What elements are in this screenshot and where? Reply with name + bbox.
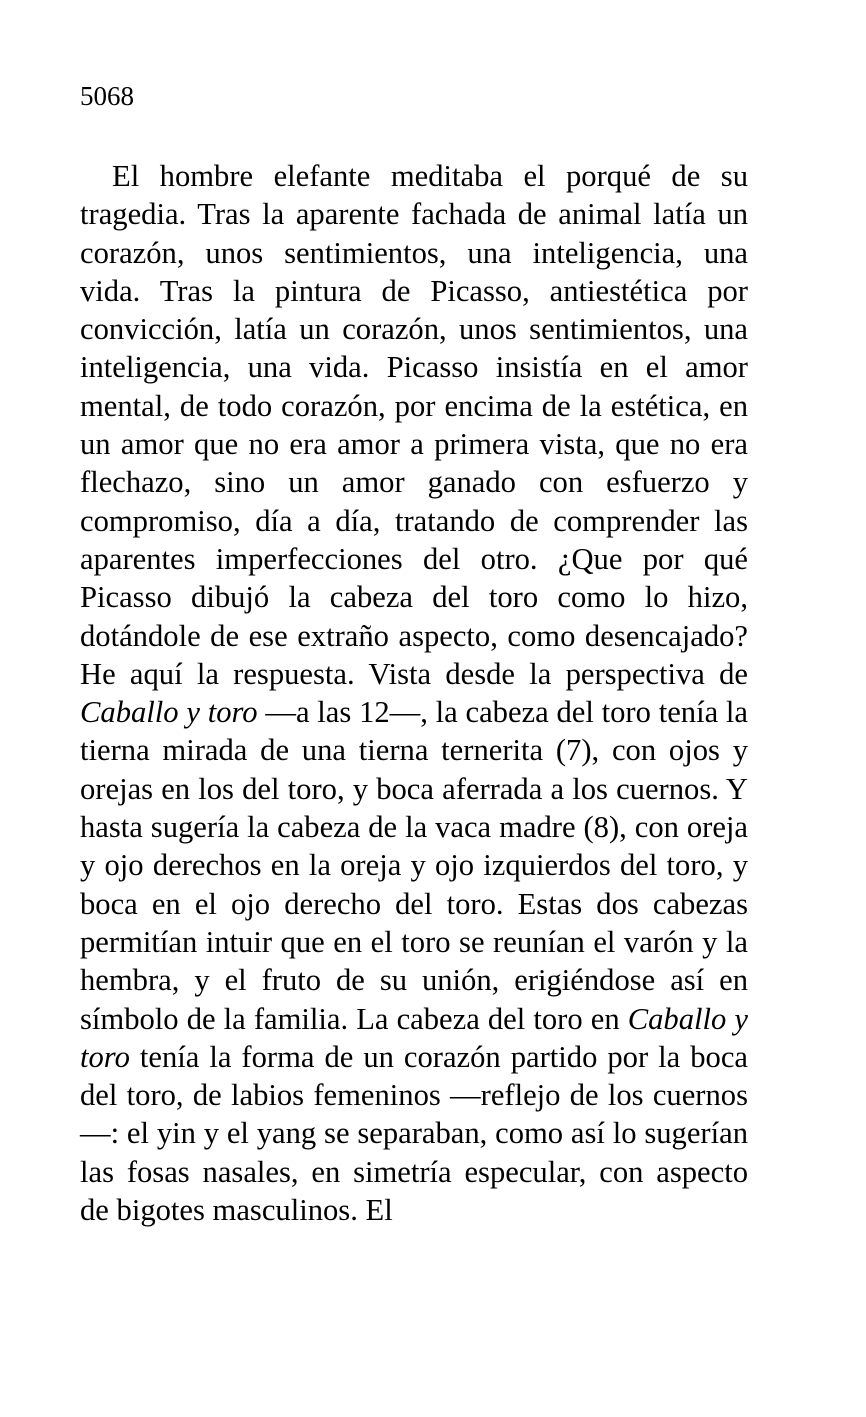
- paragraph-text-part-3: tenía la forma de un corazón partido por la boca del toro, de labios femeninos —reflejo de los cuernos—: el yin y el yang se separaban, como así lo sugerían las fosas nasales, en simetría especular, con aspecto de bigotes masculinos. El: [80, 1039, 748, 1228]
- paragraph-text-part-1: El hombre elefante meditaba el porqué de su tragedia. Tras la aparente fachada de animal latía un corazón, unos sentimientos, una inteligencia, una vida. Tras la pintura de Picasso, antiestética por convicción, latía un corazón, unos sentimientos, una inteligencia, una vida. Picasso insistía en el amor mental, de todo corazón, por encima de la estética, en un amor que no era amor a primera vista, que no era flechazo, sino un amor ganado con esfuerzo y compromiso, día a día, tratando de comprender las aparentes imperfecciones del otro. ¿Que por qué Picasso dibujó la cabeza del toro como lo hizo, dotándole de ese extraño aspecto, como desencajado? He aquí la respuesta. Vista desde la perspectiva de: [80, 159, 748, 691]
- italic-title-caballo-y-toro: Caballo y toro: [80, 695, 258, 730]
- italic-title-caballo-y-toro-2: Caballo y toro: [80, 1001, 748, 1074]
- paragraph-text-part-2: —a las 12—, la cabeza del toro tenía la tierna mirada de una tierna ternerita (7), con ojos y orejas en los del toro, y boca aferrada a los cuernos. Y hasta sugería la cabeza de la vaca madre (8), con oreja y ojo derechos en la oreja y ojo izquierdos del toro, y boca en el ojo derecho del toro. Estas dos cabezas permitían intuir que en el toro se reunían el varón y la hembra, y el fruto de su unión, erigiéndose así en símbolo de la familia. La cabeza del toro en: [80, 695, 748, 1036]
- body-paragraph: [80, 157, 748, 1229]
- page-number: 5068: [80, 81, 134, 111]
